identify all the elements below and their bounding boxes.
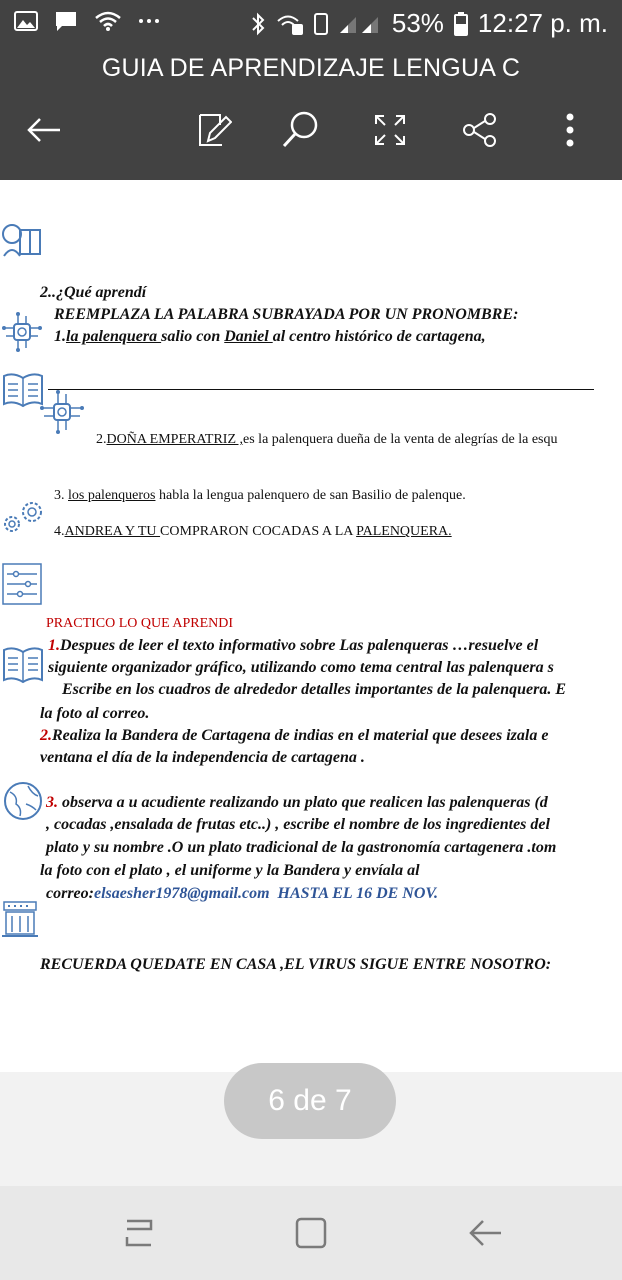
- item-2-underlined: DOÑA EMPERATRIZ ,: [106, 432, 244, 447]
- book-icon: [2, 372, 44, 408]
- more-options-icon: [565, 112, 575, 148]
- back-arrow-button[interactable]: [22, 108, 66, 152]
- email-link[interactable]: elsaesher1978@gmail.com: [93, 885, 270, 902]
- back-arrow-icon: [24, 115, 64, 145]
- item-3-rest: habla la lengua palenquero de san Basilio de palenque.: [155, 488, 466, 503]
- task-3-line: la foto con el plato , el uniforme y la Bandera y envíala al: [40, 862, 420, 879]
- more-options-button[interactable]: [548, 108, 592, 152]
- document-title: GUIA DE APRENDIZAJE LENGUA C: [101, 54, 521, 82]
- navigation-bar: [0, 1186, 622, 1280]
- status-bar: [0, 0, 622, 46]
- sliders-icon: [2, 562, 42, 606]
- circuit-brain-icon-2: [40, 388, 84, 436]
- gallery-icon: [14, 11, 38, 31]
- item-1-number: 1.: [54, 328, 66, 345]
- practice-line: ventana el día de la independencia de cartagena .: [40, 749, 365, 766]
- share-icon: [461, 111, 499, 149]
- practice-line: 2.Realiza la Bandera de Cartagena de indias en el material que desees izala e: [40, 727, 549, 744]
- deadline: HASTA EL 16 DE NOV.: [277, 885, 439, 902]
- message-icon: [54, 10, 78, 32]
- item-3: [54, 488, 466, 504]
- closing-reminder: RECUERDA QUEDATE EN CASA ,EL VIRUS SIGUE ENTRE NOSOTRO:: [40, 956, 552, 973]
- email-line: [46, 885, 438, 903]
- back-button[interactable]: [460, 1208, 510, 1258]
- recents-icon: [119, 1215, 159, 1251]
- document-page[interactable]: [0, 180, 622, 1072]
- fullscreen-icon: [372, 112, 408, 148]
- search-icon: [280, 110, 320, 150]
- search-button[interactable]: [278, 108, 322, 152]
- home-icon: [291, 1213, 331, 1253]
- fullscreen-button[interactable]: [368, 108, 412, 152]
- task-3-line: , cocadas ,ensalada de frutas etc..) , escribe el nombre de los ingredientes del: [46, 816, 550, 833]
- wifi-calling-icon: [276, 12, 304, 36]
- item-2-rest: es la palenquera dueña de la venta de alegrías de la esqu: [243, 432, 558, 447]
- signal-icon: [338, 13, 382, 35]
- item-1-underlined-1: la palenquera: [66, 328, 162, 345]
- item-2: [96, 432, 557, 448]
- reading-person-icon: [0, 220, 44, 260]
- circuit-brain-icon: [2, 310, 42, 354]
- document-toolbar: [0, 46, 622, 180]
- edit-button[interactable]: [192, 108, 236, 152]
- home-button[interactable]: [286, 1208, 336, 1258]
- item-1-middle: salio con: [161, 328, 225, 345]
- item-1: [54, 328, 486, 346]
- item-4-underlined-1: ANDREA Y TU: [64, 524, 161, 539]
- book-icon-2: [2, 646, 44, 684]
- practice-line: 1.Despues de leer el texto informativo sobre Las palenqueras …resuelve el: [48, 637, 539, 654]
- item-4: [54, 524, 452, 540]
- back-icon: [465, 1215, 505, 1251]
- bluetooth-icon: [250, 11, 266, 37]
- item-4-middle: COMPRARON COCADAS A LA: [160, 524, 357, 539]
- item-4-underlined-2: PALENQUERA.: [356, 524, 452, 539]
- wifi-icon: [94, 10, 122, 32]
- item-1-underlined-2: Daniel: [224, 328, 273, 345]
- more-dots-icon: [138, 16, 160, 26]
- page-indicator: 6 de 7: [224, 1063, 396, 1139]
- email-prefix: correo:: [46, 885, 94, 902]
- task-3-line: plato y su nombre .O un plato tradicional de la gastronomía cartagenera .tom: [46, 839, 557, 856]
- practice-line: Escribe en los cuadros de alrededor detalles importantes de la palenquera. E: [62, 681, 566, 698]
- recents-button[interactable]: [114, 1208, 164, 1258]
- instruction-text: REEMPLAZA LA PALABRA SUBRAYADA POR UN PRONOMBRE:: [54, 306, 519, 323]
- building-icon: [2, 898, 38, 938]
- battery-icon: [454, 12, 468, 36]
- item-3-underlined: los palenqueros: [68, 488, 156, 503]
- answer-line: [48, 389, 594, 390]
- globe-icon: [2, 780, 44, 822]
- section-heading: 2..¿Qué aprendí: [40, 284, 147, 301]
- battery-percent: 53%: [391, 8, 444, 38]
- practice-line: siguiente organizador gráfico, utilizando como tema central las palenquera s: [48, 659, 554, 676]
- share-button[interactable]: [458, 108, 502, 152]
- item-4-number: 4.: [54, 524, 65, 539]
- item-1-rest: al centro histórico de cartagena,: [272, 328, 486, 345]
- practice-heading: PRACTICO LO QUE APRENDI: [46, 616, 234, 631]
- volte-icon: [314, 13, 328, 35]
- edit-icon: [196, 111, 232, 149]
- item-2-number: 2.: [96, 432, 107, 447]
- task-3-line: 3. observa a u acudiente realizando un plato que realicen las palenqueras (d: [46, 794, 548, 811]
- item-3-number: 3.: [54, 488, 68, 503]
- practice-line: la foto al correo.: [40, 705, 150, 722]
- clock: 12:27 p. m.: [477, 8, 608, 38]
- gears-icon: [0, 498, 46, 538]
